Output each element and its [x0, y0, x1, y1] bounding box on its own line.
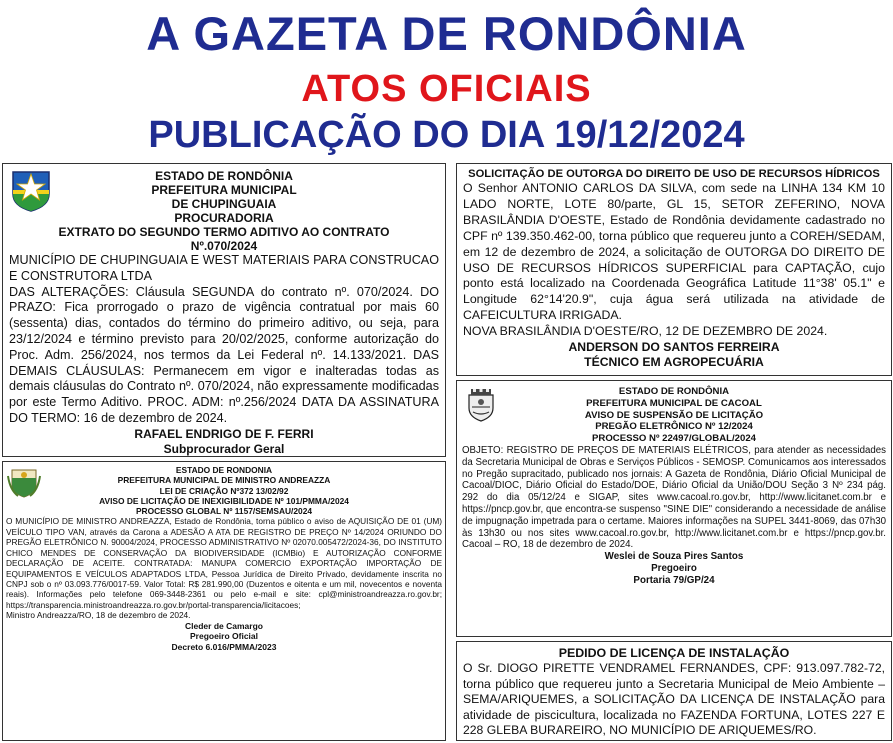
notice-heading: PREFEITURA MUNICIPAL: [151, 183, 297, 197]
andreazza-coat-of-arms-icon: [7, 466, 41, 498]
notice-date: NOVA BRASILÂNDIA D'OESTE/RO, 12 DE DEZEMBRO DE 2024.: [463, 324, 828, 339]
notice-body: OBJETO: REGISTRO DE PREÇOS DE MATERIAIS ELÉTRICOS, para atender as necessidades da Secretaria Municipal de Obras e Serviços Públicos - SEMOSP. Comunicamos aos interessados no Pregão supracitado, publicado nos jornais: A Gazeta de Rondônia, Diário Oficial Municipal de Cacoal/DIOC, Diário Oficial do Estado/DOE, Diário Oficial da União/DOU Seção 3 Nº 234 pág. 292 do dia 05/12/24 e SIGAP, sites www.cacoal.ro.gov.br, http://www.licitanet.com.br e https://pncp.gov.br, que encontra-se suspenso "SINE DIE" considerando a necessidade de análise de impugnação impetrada para o certame. Maiores informações na SUPEL 3441-8069, das 07h30 às 13h30 ou nos sites www.cacoal.ro.gov.br, http://www.licitanet.com.br e https://pncp.gov.br. Cacoal – RO, 18 de dezembro de 2024.: [462, 444, 886, 551]
notice-body: O MUNICÍPIO DE MINISTRO ANDREAZZA, Estado de Rondônia, torna público o aviso de AQUISIÇÃO DE 01 (UM) VEÍCULO TIPO VAN, através da Carona a ADESÃO A ATA DE REGISTRO DE PREÇO Nº 14/2024 ORIUNDO DO PREGÃO ELETRÔNICO N. 90004/2024, PROCESSO ADMINISTRATIVO Nº 02070.005472/2024-36, DO INSTITUTO CHICO MENDES DE CONSERVAÇÃO DA BIODIVERSIDADE (ICMBio) E AUTORIZAÇÃO CONFORME DECLARAÇÃO DE ACEITE. CONTRATADA: MANUPA COMERCIO EXPORTAÇÃO IMPORTAÇÃO DE EQUIPAMENTOS E VEÍCULOS ADAPTADOS LTDA, Pessoa Jurídica de Direito Privado, devidamente inscrita no CNPJ sob o nº 03.093.776/0017-59. Valor Total: R$ 281.990,00 (Duzentos e oitenta e um mil, novecentos e noventa reais). Informações pelo telefone 069-3448-2361 ou pelo e-mail e site: cpl@ministroandreazza.ro.gov.br; https://transparencia.ministroandreazza.ro.gov.br/portal-transparencia/licitacoes;: [6, 516, 442, 610]
section-title: ATOS OFICIAIS: [301, 68, 592, 110]
notice-body: O Senhor ANTONIO CARLOS DA SILVA, com sede na LINHA 134 KM 10 LADO NORTE, LOTE 80/parte, GL 15, SETOR ZEFERINO, NOVA BRASILÂNDIA D'OESTE, Estado de Rondônia devidamente cadastrado no CPF nº 139.350.462-00, torna público que requereu junto a COREH/SEDAM, em 12 de dezembro de 2024, a solicitação de OUTORGA DO DIREITO DE USO DE RECURSOS HÍDRICOS SUPERFICIAL para CAPTAÇÃO, cujo ponto está localizado na Coordenada Geográfica Latitude 11°38' 05.1" e Longitude 62°14'20.9", cuja água será utilizada na atividade de CAFEICULTURA IRRIGADA.: [463, 181, 885, 323]
notice-body: O Sr. DIOGO PIRETTE VENDRAMEL FERNANDES, CPF: 913.097.782-72, torna público que requereu junto a Secretaria Municipal de Meio Ambiente – SEMA/ARIQUEMES, a SOLICITAÇÃO DA LICENÇA DE INSTALAÇÃO para atividade de piscicultura, localizada no FAZENDA FORTUNA, LOTES 227 E 228 GLEBA BURAREIRO, NO MUNICÍPIO DE ARIQUEMES/RO.: [463, 661, 885, 738]
notice-heading: PREGÃO ELETRÔNICO Nº 12/2024: [595, 421, 753, 433]
signer-role: Subprocurador Geral: [163, 441, 285, 456]
notice-heading: AVISO DE LICITAÇÃO DE INEXIGIBILIDADE Nº 101/PMMA/2024: [99, 495, 349, 506]
notice-heading: ESTADO DE RONDÔNIA: [618, 386, 730, 397]
notice-heading: PREFEITURA MUNICIPAL DE CACOAL: [586, 397, 762, 409]
notice-heading: Nº.070/2024: [190, 239, 258, 253]
notice-licenca-instalacao: [456, 641, 892, 741]
signer-role: Pregoeiro Oficial: [189, 631, 259, 642]
notice-heading: PROCESSO Nº 22497/GLOBAL/2024: [592, 433, 756, 445]
notice-heading: LEI DE CRIAÇÃO Nº372 13/02/92: [159, 485, 289, 496]
signer-name: Weslei de Souza Pires Santos: [604, 551, 744, 563]
notice-heading: PREFEITURA MUNICIPAL DE MINISTRO ANDREAZZA: [117, 475, 331, 486]
notice-heading: PROCESSO GLOBAL Nº 1157/SEMSAU/2024: [135, 506, 313, 517]
notice-heading: AVISO DE SUSPENSÃO DE LICITAÇÃO: [584, 409, 764, 421]
notice-heading: DE CHUPINGUAIA: [171, 197, 277, 211]
notice-outorga: [456, 163, 892, 376]
notice-cacoal: [456, 380, 892, 637]
cacoal-coat-of-arms-icon: [464, 388, 498, 422]
decree-number: Decreto 6.016/PMMA/2023: [171, 641, 277, 652]
signer-role: TÉCNICO EM AGROPECUÁRIA: [584, 355, 764, 370]
signer-name: ANDERSON DO SANTOS FERREIRA: [568, 340, 780, 355]
newspaper-title: A GAZETA DE RONDÔNIA: [146, 7, 747, 60]
notice-ministro-andreazza: [2, 461, 446, 741]
notice-title: PEDIDO DE LICENÇA DE INSTALAÇÃO: [558, 646, 790, 660]
signer-role: Pregoeiro: [651, 562, 697, 574]
rondonia-coat-of-arms-icon: [9, 168, 53, 212]
notice-title: SOLICITAÇÃO DE OUTORGA DO DIREITO DE USO DE RECURSOS HÍDRICOS: [468, 168, 880, 180]
notice-body: MUNICÍPIO DE CHUPINGUAIA E WEST MATERIAIS PARA CONSTRUCAO E CONSTRUTORA LTDA DAS ALTERAÇÕES: Cláusula SEGUNDA do contrato nº. 070/2024. DO PRAZO: Fica prorrogado o prazo de vigência contratual por mais 60 (sessenta) dias, contados do término do primeiro aditivo, ou seja, para 23/12/2024 e término previsto para 20/02/2025, conforme autorização do Proc. Adm. 256/2024, nos termos da Lei Federal nº. 14.133/2021. DAS DEMAIS CLÁUSULAS: Permanecem em vigor e inalteradas todas as demais cláusulas do Contrato nº. 070/2024, não expressamente modificadas por este Termo Aditivo. PROC. ADM: nº.256/2024 DATA DA ASSINATURA DO TERMO: 16 de dezembro de 2024.: [9, 253, 439, 425]
publication-date: PUBLICAÇÃO DO DIA 19/12/2024: [148, 114, 745, 156]
notice-heading: EXTRATO DO SEGUNDO TERMO ADITIVO AO CONTRATO: [58, 225, 390, 239]
notice-heading: PROCURADORIA: [174, 211, 274, 225]
notice-heading: ESTADO DE RONDONIA: [175, 465, 273, 475]
signer-name: Cleder de Camargo: [185, 620, 263, 631]
notice-chupinguaia: [2, 163, 446, 457]
notice-date: Ministro Andreazza/RO, 18 de dezembro de 2024.: [6, 610, 191, 621]
notice-heading: ESTADO DE RONDÔNIA: [155, 169, 293, 183]
signer-name: RAFAEL ENDRIGO DE F. FERRI: [134, 426, 314, 441]
ordinance-number: Portaria 79/GP/24: [633, 574, 715, 586]
